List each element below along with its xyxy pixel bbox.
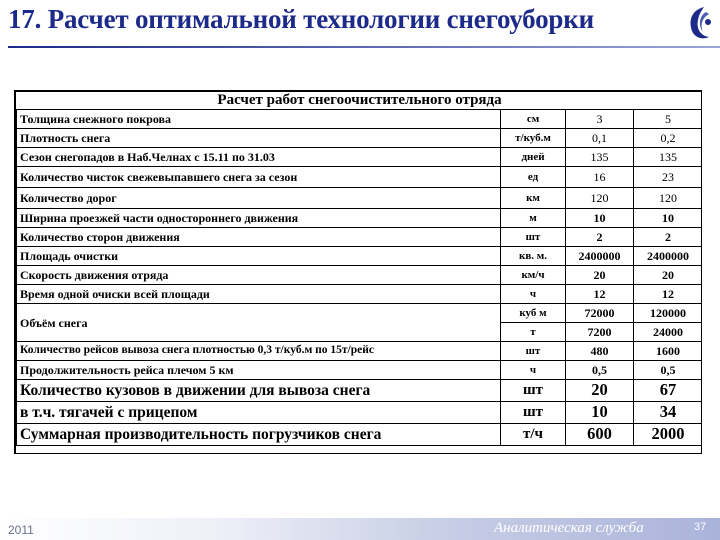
table-row-summary [17, 380, 703, 402]
row-unit: шт [501, 342, 566, 361]
row-unit: ч [501, 285, 566, 304]
table-caption-row [17, 92, 703, 110]
row-label: Толщина снежного покрова [17, 110, 501, 129]
row-unit: шт [501, 402, 566, 424]
row-unit: дней [501, 148, 566, 167]
row-unit: см [501, 110, 566, 129]
row-label: Количество чисток свежевыпавшего снега за сезон [17, 167, 501, 188]
row-label: в т.ч. тягачей с прицепом [17, 402, 501, 424]
row-value-1: 20 [566, 380, 634, 402]
table-row [17, 247, 703, 266]
row-label: Количество кузовов в движении для вывоза снега [17, 380, 501, 402]
row-label: Количество рейсов вывоза снега плотностью 0,3 т/куб.м по 15т/рейс [17, 342, 501, 361]
table-row [17, 209, 703, 228]
row-label: Плотность снега [17, 129, 501, 148]
row-value-2: 24000 [634, 323, 703, 342]
row-unit: шт [501, 380, 566, 402]
table-row [17, 342, 703, 361]
row-value-2: 0,5 [634, 361, 703, 380]
table-row [17, 266, 703, 285]
row-value-1: 10 [566, 402, 634, 424]
calculation-table [16, 92, 702, 446]
row-value-2: 12 [634, 285, 703, 304]
table-row-summary [17, 402, 703, 424]
row-value-2: 67 [634, 380, 703, 402]
row-unit: куб м [501, 304, 566, 323]
row-value-2: 34 [634, 402, 703, 424]
row-value-2: 10 [634, 209, 703, 228]
table-row [17, 285, 703, 304]
row-label: Ширина проезжей части одностороннего движения [17, 209, 501, 228]
table-row-volume-cubic [17, 304, 703, 323]
row-label: Количество сторон движения [17, 228, 501, 247]
row-value-1: 3 [566, 110, 634, 129]
calculation-table-frame [14, 90, 702, 454]
row-value-1: 20 [566, 266, 634, 285]
row-value-2: 20 [634, 266, 703, 285]
logo-icon [682, 4, 716, 42]
row-label: Время одной очиски всей площади [17, 285, 501, 304]
table-row [17, 188, 703, 209]
table-row [17, 167, 703, 188]
row-value-2: 23 [634, 167, 703, 188]
row-value-2: 2400000 [634, 247, 703, 266]
row-unit: км/ч [501, 266, 566, 285]
row-value-2: 2000 [634, 424, 703, 446]
row-value-1: 600 [566, 424, 634, 446]
row-label: Сезон снегопадов в Наб.Челнах с 15.11 по 31.03 [17, 148, 501, 167]
table-row [17, 361, 703, 380]
footer-service-name: Аналитическая служба [494, 520, 644, 536]
row-value-1: 16 [566, 167, 634, 188]
slide-title: 17. Расчет оптимальной технологии снегоуборки [8, 4, 594, 34]
row-label: Продолжительность рейса плечом 5 км [17, 361, 501, 380]
row-label-volume: Объём снега [17, 304, 501, 342]
row-value-2: 1600 [634, 342, 703, 361]
page-number: 37 [694, 521, 707, 533]
row-unit: км [501, 188, 566, 209]
table-row [17, 228, 703, 247]
table-row [17, 148, 703, 167]
row-value-1: 72000 [566, 304, 634, 323]
row-value-2: 0,2 [634, 129, 703, 148]
row-unit: ед [501, 167, 566, 188]
table-row [17, 110, 703, 129]
row-unit: т/куб.м [501, 129, 566, 148]
row-value-1: 480 [566, 342, 634, 361]
row-value-2: 2 [634, 228, 703, 247]
row-value-2: 120 [634, 188, 703, 209]
row-unit: т/ч [501, 424, 566, 446]
footer-year: 2011 [8, 523, 34, 537]
table-row-summary [17, 424, 703, 446]
row-value-1: 0,5 [566, 361, 634, 380]
row-label: Площадь очистки [17, 247, 501, 266]
row-value-1: 2400000 [566, 247, 634, 266]
row-label: Скорость движения отряда [17, 266, 501, 285]
row-value-1: 10 [566, 209, 634, 228]
table-caption: Расчет работ снегоочистительного отряда [17, 92, 703, 110]
row-unit: ч [501, 361, 566, 380]
row-value-1: 120 [566, 188, 634, 209]
row-value-1: 0,1 [566, 129, 634, 148]
row-unit: кв. м. [501, 247, 566, 266]
row-value-1: 135 [566, 148, 634, 167]
row-value-2: 120000 [634, 304, 703, 323]
row-value-1: 2 [566, 228, 634, 247]
table-row [17, 129, 703, 148]
row-value-1: 12 [566, 285, 634, 304]
row-unit: м [501, 209, 566, 228]
row-label: Суммарная производительность погрузчиков снега [17, 424, 501, 446]
row-value-1: 7200 [566, 323, 634, 342]
row-unit: шт [501, 228, 566, 247]
title-divider [8, 46, 720, 48]
row-label: Количество дорог [17, 188, 501, 209]
row-unit: т [501, 323, 566, 342]
row-value-2: 5 [634, 110, 703, 129]
row-value-2: 135 [634, 148, 703, 167]
